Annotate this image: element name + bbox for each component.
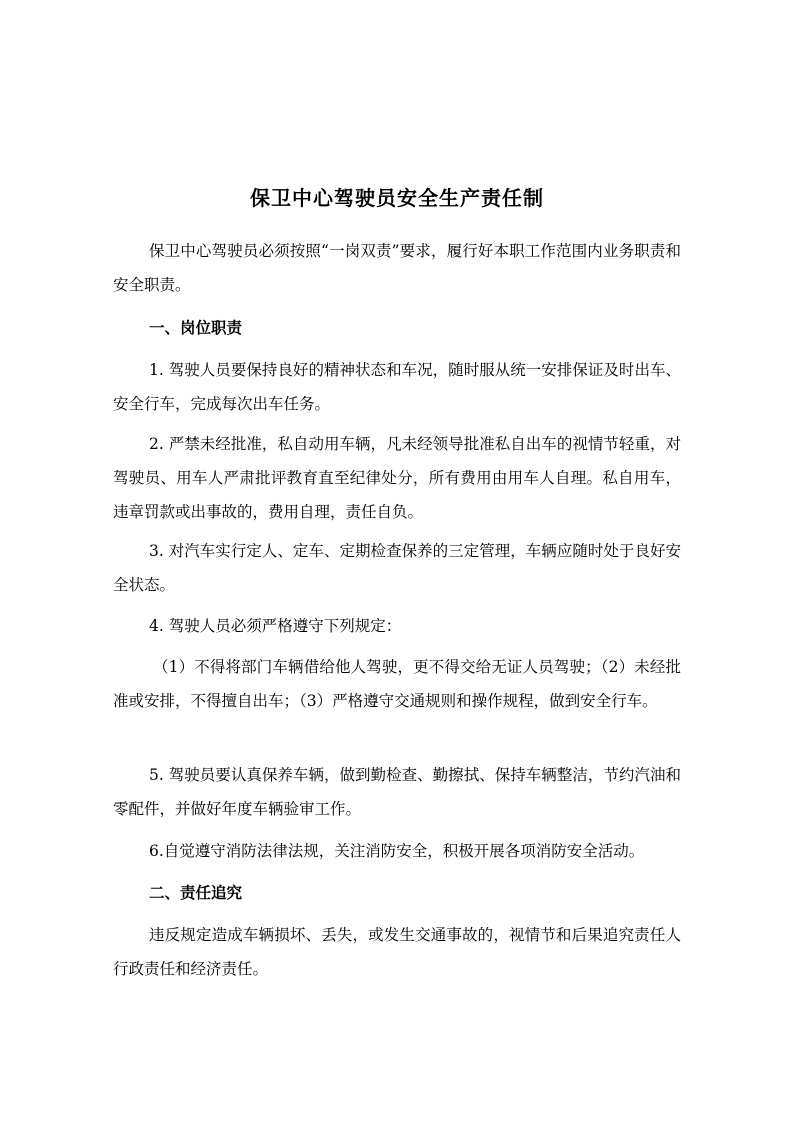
accountability-paragraph: 违反规定造成车辆损坏、丢失，或发生交通事故的，视情节和后果追究责任人行政责任和经济责任。 [113, 926, 681, 978]
duty-item-6: 6.自觉遵守消防法律法规，关注消防安全，积极开展各项消防安全活动。 [149, 842, 645, 860]
duty-item-1: 1. 驾驶人员要保持良好的精神状态和车况，随时服从统一安排保证及时出车、安全行车，完成每次出车任务。 [113, 361, 681, 413]
intro-paragraph: 保卫中心驾驶员必须按照“一岗双责”要求，履行好本职工作范围内业务职责和安全职责。 [113, 242, 681, 294]
duty-item-4-rules: （1）不得将部门车辆借给他人驾驶，更不得交给无证人员驾驶；（2）未经批准或安排，不得擅自出车；（3）严格遵守交通规则和操作规程，做到安全行车。 [113, 658, 681, 710]
document-title: 保卫中心驾驶员安全生产责任制 [250, 186, 544, 210]
section-2-heading: 二、责任追究 [149, 883, 243, 902]
duty-item-3: 3. 对汽车实行定人、定车、定期检查保养的三定管理，车辆应随时处于良好安全状态。 [113, 542, 681, 594]
duty-item-5: 5. 驾驶员要认真保养车辆，做到勤检查、勤擦拭、保持车辆整洁，节约汽油和零配件，并做好年度车辆验审工作。 [113, 766, 681, 818]
section-1-heading: 一、岗位职责 [149, 318, 243, 337]
duty-item-4: 4. 驾驶人员必须严格遵守下列规定： [149, 617, 402, 635]
duty-item-2: 2. 严禁未经批准，私自动用车辆，凡未经领导批准私自出车的视情节轻重，对驾驶员、用车人严肃批评教育直至纪律处分，所有费用由用车人自理。私自用车，违章罚款或出事故的，费用自理，责任自负。 [113, 435, 681, 521]
